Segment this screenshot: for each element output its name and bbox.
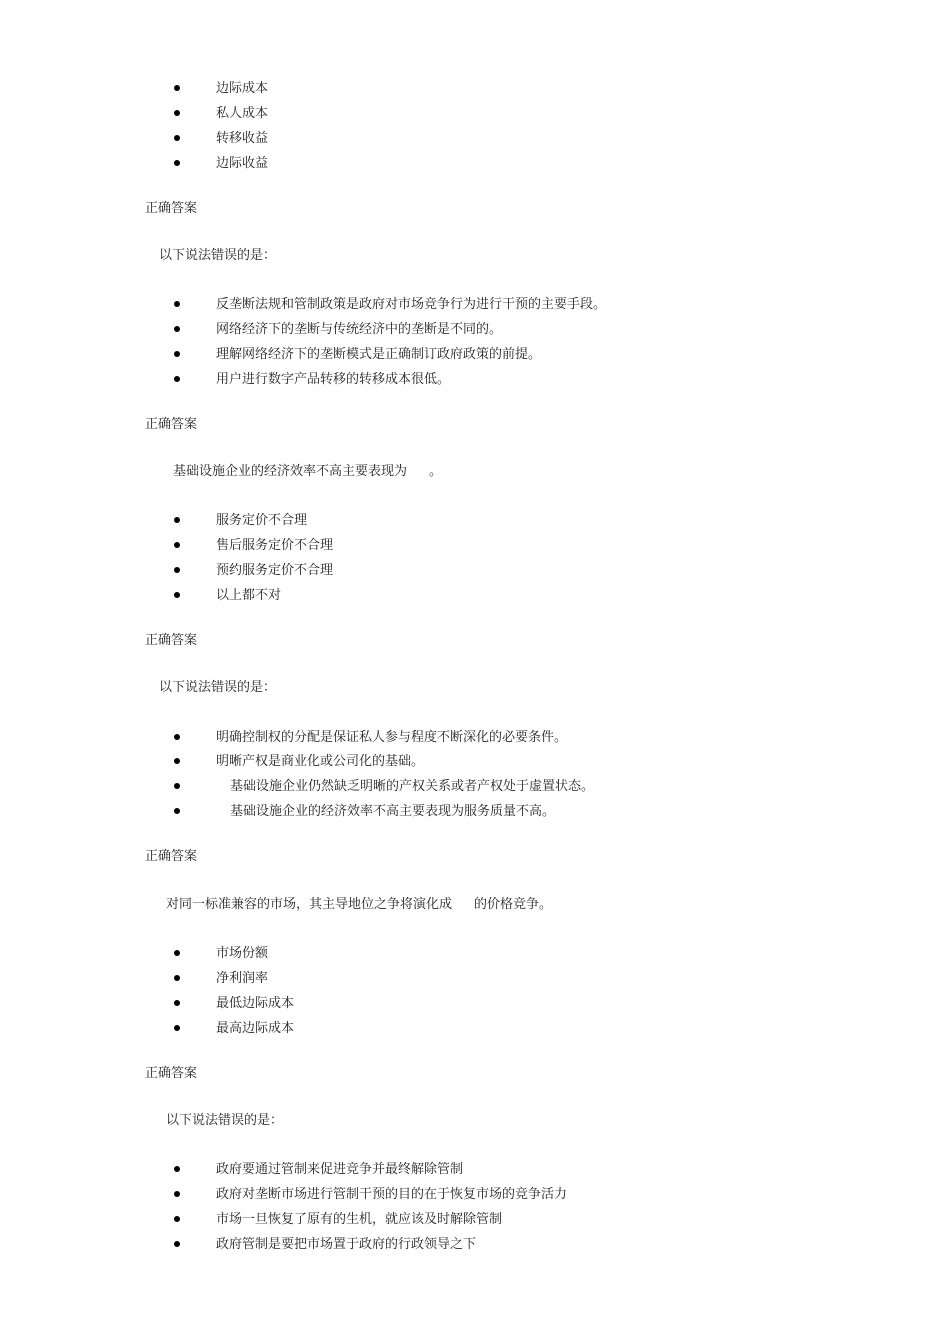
option-text: 政府要通过管制来促进竞争并最终解除管制 <box>216 1162 464 1177</box>
bullet-icon <box>174 1241 180 1247</box>
bullet-icon <box>174 135 180 141</box>
bullet-icon <box>174 1025 180 1031</box>
question-text: 以下说法错误的是： <box>159 680 277 695</box>
option-text: 市场一旦恢复了原有的生机，就应该及时解除管制 <box>216 1212 503 1227</box>
option-text: 服务定价不合理 <box>216 513 308 528</box>
option-text: 最低边际成本 <box>216 996 295 1011</box>
bullet-icon <box>174 326 180 332</box>
option-text: 售后服务定价不合理 <box>216 538 334 553</box>
option-text: 理解网络经济下的垄断模式是正确制订政府政策的前提。 <box>216 347 542 362</box>
option-text: 基础设施企业仍然缺乏明晰的产权关系或者产权处于虚置状态。 <box>230 779 595 794</box>
bullet-icon <box>174 1216 180 1222</box>
question-text-part: 的价格竞争。 <box>474 897 553 912</box>
option-text: 明晰产权是商业化或公司化的基础。 <box>216 754 425 769</box>
option-text: 净利润率 <box>216 971 269 986</box>
bullet-icon <box>174 376 180 382</box>
option-text: 转移收益 <box>216 131 269 146</box>
bullet-icon <box>174 1191 180 1197</box>
question-text-part: 。 <box>429 464 443 479</box>
bullet-icon <box>174 301 180 307</box>
bullet-icon <box>174 1166 180 1172</box>
bullet-icon <box>174 758 180 764</box>
option-text: 以上都不对 <box>216 588 282 603</box>
bullet-icon <box>174 975 180 981</box>
option-text: 边际收益 <box>216 156 269 171</box>
option-text: 市场份额 <box>216 946 269 961</box>
bullet-icon <box>174 567 180 573</box>
bullet-icon <box>174 517 180 523</box>
option-text: 明确控制权的分配是保证私人参与程度不断深化的必要条件。 <box>216 730 568 745</box>
bullet-icon <box>174 160 180 166</box>
option-text: 网络经济下的垄断与传统经济中的垄断是不同的。 <box>216 322 503 337</box>
bullet-icon <box>174 783 180 789</box>
bullet-icon <box>174 110 180 116</box>
bullet-icon <box>174 351 180 357</box>
bullet-icon <box>174 808 180 814</box>
bullet-icon <box>174 542 180 548</box>
option-text: 政府管制是要把市场置于政府的行政领导之下 <box>216 1237 477 1252</box>
bullet-icon <box>174 1000 180 1006</box>
option-text: 最高边际成本 <box>216 1021 295 1036</box>
question-text: 以下说法错误的是： <box>166 1113 284 1128</box>
answer-label: 正确答案 <box>145 633 198 648</box>
option-text: 反垄断法规和管制政策是政府对市场竞争行为进行干预的主要手段。 <box>216 297 607 312</box>
answer-label: 正确答案 <box>145 849 198 864</box>
bullet-icon <box>174 734 180 740</box>
answer-label: 正确答案 <box>145 417 198 432</box>
question-text <box>166 895 552 915</box>
option-text: 基础设施企业的经济效率不高主要表现为服务质量不高。 <box>230 804 556 819</box>
answer-label: 正确答案 <box>145 1066 198 1081</box>
bullet-icon <box>174 592 180 598</box>
option-text: 边际成本 <box>216 81 269 96</box>
bullet-icon <box>174 950 180 956</box>
question-text-part: 基础设施企业的经济效率不高主要表现为 <box>173 464 408 479</box>
option-text: 预约服务定价不合理 <box>216 563 334 578</box>
question-text-part: 对同一标准兼容的市场，其主导地位之争将演化成 <box>166 897 453 912</box>
answer-label: 正确答案 <box>145 201 198 216</box>
option-text: 用户进行数字产品转移的转移成本很低。 <box>216 372 451 387</box>
option-text: 私人成本 <box>216 106 269 121</box>
question-text: 以下说法错误的是： <box>159 248 277 263</box>
bullet-icon <box>174 85 180 91</box>
question-text <box>173 462 442 482</box>
option-text: 政府对垄断市场进行管制干预的目的在于恢复市场的竞争活力 <box>216 1187 568 1202</box>
